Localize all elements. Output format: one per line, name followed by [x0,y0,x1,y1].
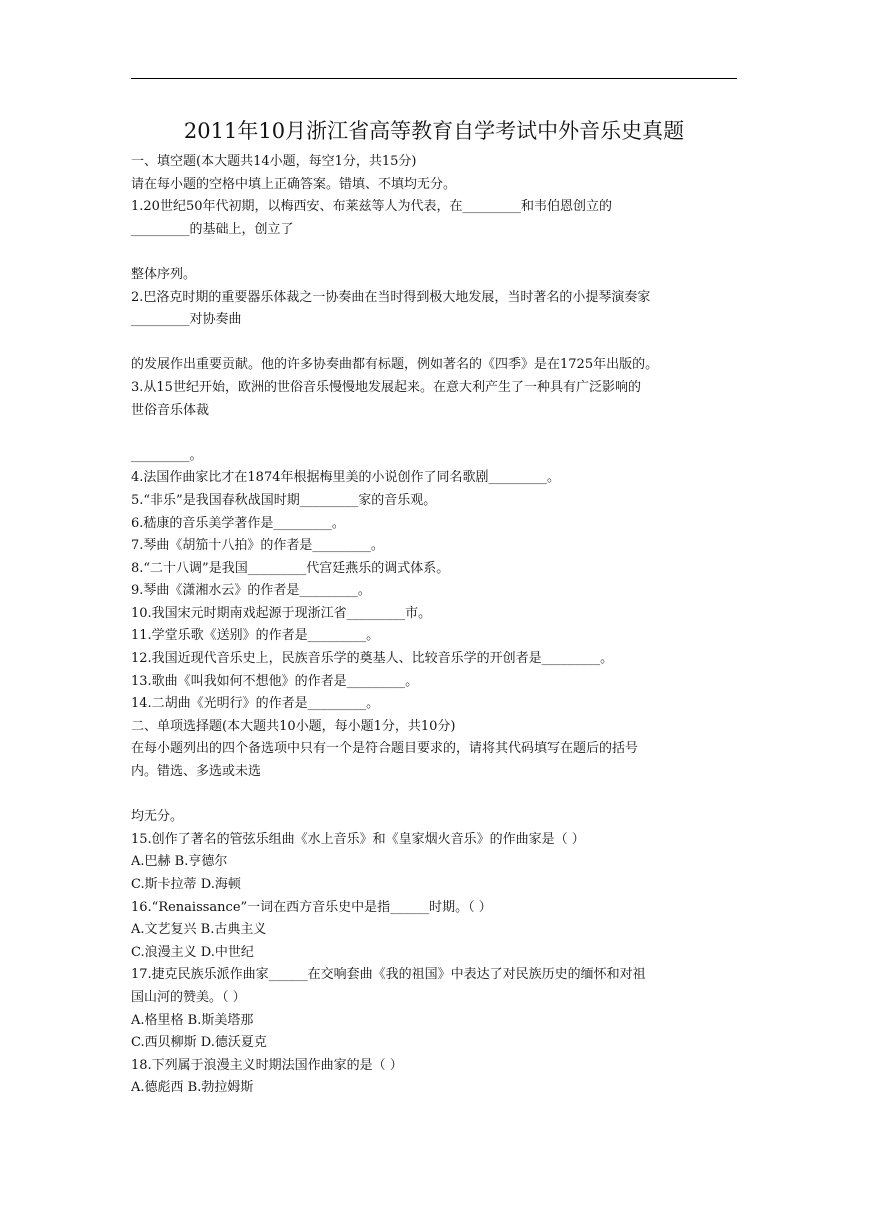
document-page [131,78,737,1100]
header-rule [131,78,737,79]
text-line: 二、单项选择题(本大题共10小题，每小题1分，共10分) [131,718,456,734]
exam-body [131,151,737,1100]
text-line: _________的基础上，创立了 [131,221,294,237]
text-line: C.斯卡拉蒂 D.海顿 [131,877,241,892]
text-line: C.西贝柳斯 D.德沃夏克 [131,1035,267,1051]
text-line: 一、填空题(本大题共14小题，每空1分，共15分) [131,154,417,169]
text-line: 均无分。 [131,809,184,825]
text-line: _________对协奏曲 [131,312,242,328]
text-line: 3.从15世纪开始，欧洲的世俗音乐慢慢地发展起来。在意大利产生了一种具有广泛影响的 [131,379,641,395]
text-line: A.文艺复兴 B.古典主义 [131,922,267,938]
text-line: 1.20世纪50年代初期，以梅西安、布莱兹等人为代表，在_________和韦伯恩创立的 [131,199,612,215]
text-line: 的发展作出重要贡献。他的许多协奏曲都有标题，例如著名的《四季》是在1725年出版的。 [131,357,659,373]
text-line: 15.创作了著名的管弦乐组曲《水上音乐》和《皇家烟火音乐》的作曲家是（ ） [131,831,585,847]
text-line: 9.琴曲《潇湘水云》的作者是_________。 [131,583,371,599]
blank-line [131,332,737,355]
text-line: 世俗音乐体裁 [131,402,210,418]
text-line: 在每小题列出的四个备选项中只有一个是符合题目要求的，请将其代码填写在题后的括号 [131,741,639,757]
text-line: A.巴赫 B.亨德尔 [131,854,228,870]
page-title: 2011年10月浙江省高等教育自学考试中外音乐史真题 [183,119,685,143]
text-line: _________。 [131,447,203,463]
text-line: 12.我国近现代音乐史上，民族音乐学的奠基人、比较音乐学的开创者是_________。 [131,651,614,667]
blank-line [131,422,737,445]
text-line: 13.歌曲《叫我如何不想他》的作者是_________。 [131,673,419,689]
text-line: 8.“二十八调”是我国_________代宫廷燕乐的调式体系。 [131,560,450,576]
text-line: A.格里格 B.斯美塔那 [131,1012,254,1028]
blank-line [131,784,737,807]
text-line: 10.我国宋元时期南戏起源于现浙江省_________市。 [131,605,432,621]
text-line: A.德彪西 B.勃拉姆斯 [131,1080,254,1096]
text-line: 整体序列。 [131,266,197,282]
text-line: 5.“非乐”是我国春秋战国时期_________家的音乐观。 [131,492,437,508]
text-line: 18.下列属于浪漫主义时期法国作曲家的是（ ） [131,1057,403,1073]
text-line: 6.嵇康的音乐美学著作是_________。 [131,515,345,531]
text-line: 11.学堂乐歌《送别》的作者是_________。 [131,628,380,644]
text-line: 国山河的赞美。（ ） [131,989,246,1005]
text-line: 17.捷克民族乐派作曲家______在交响套曲《我的祖国》中表达了对民族历史的缅怀和对祖 [131,967,646,983]
text-line: 14.二胡曲《光明行》的作者是_________。 [131,696,380,712]
text-line: 4.法国作曲家比才在1874年根据梅里美的小说创作了同名歌剧_________。 [131,470,560,486]
text-line: C.浪漫主义 D.中世纪 [131,944,254,960]
text-line: 7.琴曲《胡笳十八拍》的作者是_________。 [131,538,384,554]
text-line: 内。错选、多选或未选 [131,764,262,780]
blank-line [131,241,737,264]
text-line: 2.巴洛克时期的重要器乐体裁之一协奏曲在当时得到极大地发展，当时著名的小提琴演奏家 [131,289,651,305]
text-line: 16.“Renaissance”一词在西方音乐史中是指______时期。（ ） [131,899,492,915]
text-line: 请在每小题的空格中填上正确答案。错填、不填均无分。 [131,176,457,192]
